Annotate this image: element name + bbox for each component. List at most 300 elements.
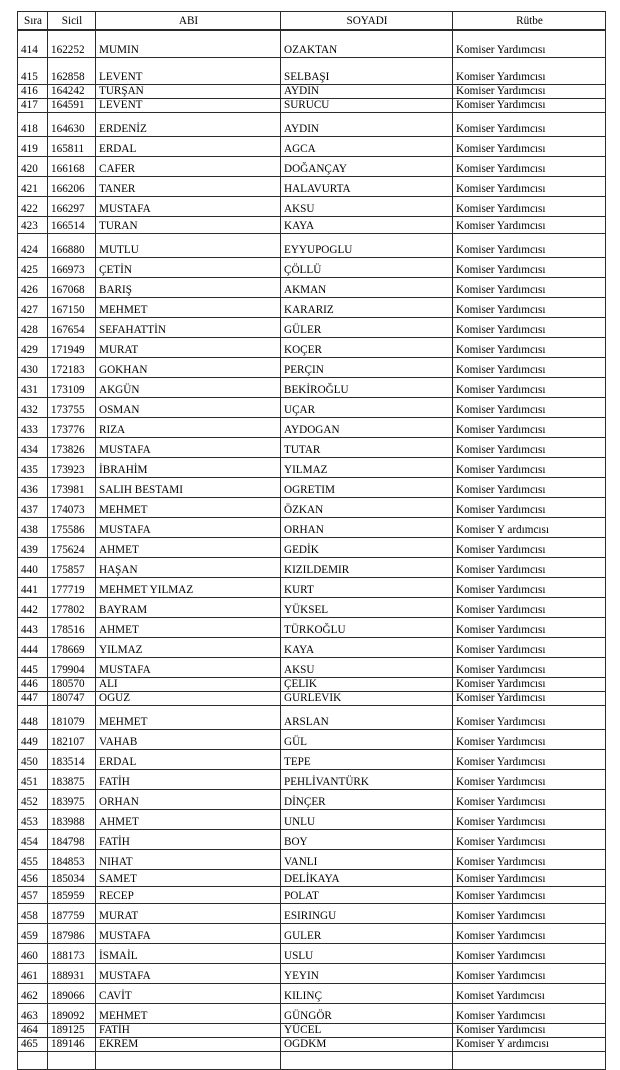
table-row [18, 964, 606, 984]
cell-rutbe: Komiser Yardımcısı [453, 85, 606, 99]
table-row [18, 944, 606, 964]
cell-adi: BARIŞ [96, 278, 281, 298]
cell-adi: MURAT [96, 338, 281, 358]
cell-soyadi: KURT [281, 578, 453, 598]
cell-soyadi: TÜRKOĞLU [281, 618, 453, 638]
cell-sira: 453 [18, 810, 48, 830]
cell-soyadi: ESIRINGU [281, 904, 453, 924]
table-row [18, 790, 606, 810]
table-row [18, 298, 606, 318]
cell-sira: 445 [18, 658, 48, 678]
cell-sicil: 167150 [48, 298, 96, 318]
cell-adi: OGUZ [96, 692, 281, 706]
table-row [18, 850, 606, 870]
cell-sicil: 164242 [48, 85, 96, 99]
cell-soyadi: KILINÇ [281, 984, 453, 1004]
cell-rutbe: Komiser Yardımcısı [453, 850, 606, 870]
cell-rutbe: Komiser Yardımcısı [453, 830, 606, 850]
cell-soyadi: GÜL [281, 730, 453, 750]
cell-sicil: 178516 [48, 618, 96, 638]
cell-sicil: 183988 [48, 810, 96, 830]
cell-sicil: 180747 [48, 692, 96, 706]
cell-adi: HAŞAN [96, 558, 281, 578]
cell-adi: MUSTAFA [96, 197, 281, 217]
cell-sicil: 181079 [48, 706, 96, 730]
cell-sira: 457 [18, 887, 48, 904]
table-row [18, 258, 606, 278]
cell-rutbe: Komiser Y ardımcısı [453, 1038, 606, 1052]
cell-sira: 452 [18, 790, 48, 810]
cell-sicil: 175586 [48, 518, 96, 538]
table-row [18, 498, 606, 518]
cell-adi: NIHAT [96, 850, 281, 870]
cell-sicil: 164591 [48, 99, 96, 113]
cell-sira: 442 [18, 598, 48, 618]
cell-adi: TURAN [96, 217, 281, 234]
cell-adi: FATİH [96, 770, 281, 790]
cell-sira: 436 [18, 478, 48, 498]
cell-sira: 440 [18, 558, 48, 578]
table-row [18, 658, 606, 678]
table-row [18, 137, 606, 157]
cell-adi: MUSTAFA [96, 438, 281, 458]
cell-adi: SAMET [96, 870, 281, 887]
cell-adi: CAFER [96, 157, 281, 177]
cell-adi: AHMET [96, 810, 281, 830]
cell-adi: SALIH BESTAMI [96, 478, 281, 498]
table-row [18, 278, 606, 298]
cell-adi: MUSTAFA [96, 658, 281, 678]
cell-sira: 441 [18, 578, 48, 598]
cell-sira: 424 [18, 234, 48, 258]
column-header-sicil: Sicil [48, 12, 96, 31]
cell-soyadi: AKSU [281, 658, 453, 678]
cell-sira: 461 [18, 964, 48, 984]
cell-rutbe: Komiset Yardımcısı [453, 984, 606, 1004]
cell-rutbe: Komiser Y ardımcısı [453, 518, 606, 538]
cell-adi: TURŞAN [96, 85, 281, 99]
cell-rutbe: Komiser Yardımcısı [453, 398, 606, 418]
cell-soyadi: DELİKAYA [281, 870, 453, 887]
cell-sicil: 187759 [48, 904, 96, 924]
cell-sira: 444 [18, 638, 48, 658]
cell-adi: CAVİT [96, 984, 281, 1004]
cell-sicil: 171949 [48, 338, 96, 358]
cell-sicil: 184798 [48, 830, 96, 850]
table-row [18, 318, 606, 338]
cell-rutbe: Komiser Yardımcısı [453, 234, 606, 258]
cell-soyadi: KARARIZ [281, 298, 453, 318]
cell-adi: AHMET [96, 618, 281, 638]
cell-adi: TANER [96, 177, 281, 197]
cell-sicil: 173923 [48, 458, 96, 478]
cell-rutbe: Komiser Yardımcısı [453, 478, 606, 498]
cell-rutbe: Komiser Yardımcısı [453, 378, 606, 398]
cell-soyadi: AYDIN [281, 113, 453, 137]
cell-sira: 419 [18, 137, 48, 157]
cell-sira: 451 [18, 770, 48, 790]
table-row [18, 358, 606, 378]
cell-rutbe: Komiser Yardımcısı [453, 137, 606, 157]
table-row [18, 810, 606, 830]
cell-adi: MEHMET [96, 298, 281, 318]
table-row [18, 750, 606, 770]
cell-adi: RECEP [96, 887, 281, 904]
table-row [18, 157, 606, 177]
table-row [18, 578, 606, 598]
cell-adi: İBRAHİM [96, 458, 281, 478]
cell-sicil: 174073 [48, 498, 96, 518]
cell-soyadi: AKMAN [281, 278, 453, 298]
cell-sira: 459 [18, 924, 48, 944]
cell-sira: 465 [18, 1038, 48, 1052]
cell-adi: YILMAZ [96, 638, 281, 658]
cell-sicil: 166880 [48, 234, 96, 258]
cell-rutbe: Komiser Yardımcısı [453, 1024, 606, 1038]
cell-soyadi: GURLEVIK [281, 692, 453, 706]
table-row [18, 984, 606, 1004]
cell-adi: BAYRAM [96, 598, 281, 618]
cell-rutbe: Komiser Yardımcısı [453, 887, 606, 904]
cell-sicil: 166514 [48, 217, 96, 234]
cell-rutbe: Komiser Yardımcısı [453, 750, 606, 770]
table-row [18, 398, 606, 418]
cell-sicil: 184853 [48, 850, 96, 870]
cell-soyadi: GULER [281, 924, 453, 944]
column-header-rutbe: Rütbe [453, 12, 606, 31]
cell-sira: 416 [18, 85, 48, 99]
cell-adi: FATİH [96, 830, 281, 850]
cell-soyadi: OGRETIM [281, 478, 453, 498]
table-row [18, 113, 606, 137]
cell-sicil: 173109 [48, 378, 96, 398]
cell-rutbe: Komiser Yardımcısı [453, 418, 606, 438]
cell-sicil: 182107 [48, 730, 96, 750]
cell-soyadi: AGCA [281, 137, 453, 157]
table-row [18, 458, 606, 478]
cell-sira: 429 [18, 338, 48, 358]
cell-sicil: 189066 [48, 984, 96, 1004]
cell-sira: 455 [18, 850, 48, 870]
table-row [18, 234, 606, 258]
table-row [18, 558, 606, 578]
cell-sicil: 164630 [48, 113, 96, 137]
cell-rutbe: Komiser Yardımcısı [453, 618, 606, 638]
cell-sira: 464 [18, 1024, 48, 1038]
cell-rutbe: Komiser Yardımcısı [453, 99, 606, 113]
cell-sicil: 178669 [48, 638, 96, 658]
cell-sicil: 173755 [48, 398, 96, 418]
cell-sicil: 172183 [48, 358, 96, 378]
table-row [18, 30, 606, 58]
cell-adi: ERDAL [96, 750, 281, 770]
cell-sicil: 189146 [48, 1038, 96, 1052]
cell-sira: 420 [18, 157, 48, 177]
table-row [18, 438, 606, 458]
table-row [18, 1004, 606, 1024]
table-row [18, 58, 606, 85]
cell-sira: 449 [18, 730, 48, 750]
table-row [18, 730, 606, 750]
cell-sicil: 183514 [48, 750, 96, 770]
cell-rutbe: Komiser Yardımcısı [453, 790, 606, 810]
cell-adi: MEHMET [96, 498, 281, 518]
table-header-row [18, 12, 606, 31]
cell-adi: AHMET [96, 538, 281, 558]
table-row [18, 904, 606, 924]
cell-sira: 422 [18, 197, 48, 217]
cell-sicil: 167068 [48, 278, 96, 298]
cell-sicil: 165811 [48, 137, 96, 157]
cell-adi: OSMAN [96, 398, 281, 418]
personnel-roster-table [17, 11, 606, 1070]
cell-adi: MUSTAFA [96, 964, 281, 984]
table-row [18, 770, 606, 790]
table-row [18, 177, 606, 197]
table-row [18, 338, 606, 358]
cell-sira: 415 [18, 58, 48, 85]
cell-sicil: 173981 [48, 478, 96, 498]
cell-sira: 421 [18, 177, 48, 197]
cell-rutbe: Komiser Yardımcısı [453, 706, 606, 730]
cell-adi: MEHMET YILMAZ [96, 578, 281, 598]
cell-sicil: 173776 [48, 418, 96, 438]
cell-sira: 462 [18, 984, 48, 1004]
cell-sira: 438 [18, 518, 48, 538]
cell-soyadi: YILMAZ [281, 458, 453, 478]
cell-sicil: 188931 [48, 964, 96, 984]
cell-rutbe: Komiser Yardımcısı [453, 870, 606, 887]
cell-soyadi [281, 1052, 453, 1070]
cell-sicil: 177719 [48, 578, 96, 598]
cell-adi: MUTLU [96, 234, 281, 258]
cell-sicil: 185959 [48, 887, 96, 904]
cell-soyadi: GÜLER [281, 318, 453, 338]
cell-soyadi: SELBAŞI [281, 58, 453, 85]
cell-rutbe: Komiser Yardımcısı [453, 30, 606, 58]
cell-adi: LEVENT [96, 99, 281, 113]
cell-rutbe: Komiser Yardımcısı [453, 498, 606, 518]
cell-sira: 434 [18, 438, 48, 458]
cell-adi: MEHMET [96, 706, 281, 730]
cell-soyadi: OGDKM [281, 1038, 453, 1052]
table-row [18, 678, 606, 692]
cell-sicil: 166206 [48, 177, 96, 197]
cell-rutbe: Komiser Yardımcısı [453, 438, 606, 458]
table-row [18, 887, 606, 904]
cell-sira: 426 [18, 278, 48, 298]
cell-rutbe: Komiser Yardımcısı [453, 944, 606, 964]
table-row [18, 85, 606, 99]
cell-sira: 430 [18, 358, 48, 378]
cell-rutbe [453, 1052, 606, 1070]
cell-soyadi: BEKİROĞLU [281, 378, 453, 398]
cell-rutbe: Komiser Yardımcısı [453, 810, 606, 830]
cell-rutbe: Komiser Yardımcısı [453, 318, 606, 338]
table-row [18, 378, 606, 398]
cell-rutbe: Komiser Yardımcısı [453, 538, 606, 558]
cell-sira: 443 [18, 618, 48, 638]
cell-sicil: 188173 [48, 944, 96, 964]
cell-rutbe: Komiser Yardımcısı [453, 58, 606, 85]
cell-soyadi: EYYUPOGLU [281, 234, 453, 258]
cell-sicil: 183875 [48, 770, 96, 790]
cell-rutbe: Komiser Yardımcısı [453, 338, 606, 358]
cell-adi: MUMIN [96, 30, 281, 58]
cell-sicil: 177802 [48, 598, 96, 618]
cell-adi: GOKHAN [96, 358, 281, 378]
cell-soyadi: UNLU [281, 810, 453, 830]
cell-rutbe: Komiser Yardımcısı [453, 904, 606, 924]
cell-adi: RIZA [96, 418, 281, 438]
column-header-soyadi: SOYADI [281, 12, 453, 31]
table-row [18, 99, 606, 113]
cell-rutbe: Komiser Yardımcısı [453, 678, 606, 692]
cell-adi: VAHAB [96, 730, 281, 750]
cell-soyadi: DİNÇER [281, 790, 453, 810]
cell-rutbe: Komiser Yardımcısı [453, 658, 606, 678]
cell-soyadi: YÜCEL [281, 1024, 453, 1038]
cell-rutbe: Komiser Yardımcısı [453, 770, 606, 790]
cell-adi [96, 1052, 281, 1070]
cell-adi: MUSTAFA [96, 924, 281, 944]
cell-rutbe: Komiser Yardımcısı [453, 638, 606, 658]
cell-soyadi: AYDOGAN [281, 418, 453, 438]
cell-sicil: 179904 [48, 658, 96, 678]
cell-sicil: 175624 [48, 538, 96, 558]
cell-sicil: 167654 [48, 318, 96, 338]
column-header-adi: ABI [96, 12, 281, 31]
table-row [18, 870, 606, 887]
cell-soyadi: TUTAR [281, 438, 453, 458]
cell-adi: MEHMET [96, 1004, 281, 1024]
cell-rutbe: Komiser Yardımcısı [453, 578, 606, 598]
table-row [18, 1052, 606, 1070]
cell-soyadi: ÖZKAN [281, 498, 453, 518]
table-row [18, 598, 606, 618]
cell-sira: 439 [18, 538, 48, 558]
table-row [18, 1038, 606, 1052]
cell-sira: 435 [18, 458, 48, 478]
table-row [18, 197, 606, 217]
cell-soyadi: PEHLİVANTÜRK [281, 770, 453, 790]
cell-sira [18, 1052, 48, 1070]
cell-sicil: 162858 [48, 58, 96, 85]
cell-sicil: 189092 [48, 1004, 96, 1024]
column-header-sira: Sıra [18, 12, 48, 31]
table-row [18, 538, 606, 558]
cell-adi: SEFAHATTİN [96, 318, 281, 338]
cell-soyadi: KOÇER [281, 338, 453, 358]
cell-sicil: 166168 [48, 157, 96, 177]
cell-sira: 456 [18, 870, 48, 887]
cell-rutbe: Komiser Yardımcısı [453, 964, 606, 984]
cell-rutbe: Komiser Yardımcısı [453, 730, 606, 750]
cell-adi: MURAT [96, 904, 281, 924]
cell-sira: 427 [18, 298, 48, 318]
cell-soyadi: GÜNGÖR [281, 1004, 453, 1024]
cell-sicil [48, 1052, 96, 1070]
table-row [18, 706, 606, 730]
cell-sira: 437 [18, 498, 48, 518]
table-row [18, 418, 606, 438]
table-body [18, 30, 606, 1070]
cell-soyadi: KAYA [281, 638, 453, 658]
table-row [18, 830, 606, 850]
cell-soyadi: BOY [281, 830, 453, 850]
cell-sicil: 175857 [48, 558, 96, 578]
cell-adi: ÇETİN [96, 258, 281, 278]
cell-sicil: 183975 [48, 790, 96, 810]
cell-sicil: 166973 [48, 258, 96, 278]
table-row [18, 692, 606, 706]
cell-rutbe: Komiser Yardımcısı [453, 113, 606, 137]
cell-sira: 447 [18, 692, 48, 706]
cell-adi: İSMAİL [96, 944, 281, 964]
table-row [18, 638, 606, 658]
cell-soyadi: GEDİK [281, 538, 453, 558]
cell-sira: 423 [18, 217, 48, 234]
table-row [18, 924, 606, 944]
table-row [18, 1024, 606, 1038]
cell-sira: 414 [18, 30, 48, 58]
cell-sicil: 166297 [48, 197, 96, 217]
cell-rutbe: Komiser Yardımcısı [453, 1004, 606, 1024]
cell-rutbe: Komiser Yardımcısı [453, 177, 606, 197]
cell-rutbe: Komiser Yardımcısı [453, 258, 606, 278]
cell-soyadi: TEPE [281, 750, 453, 770]
cell-sira: 460 [18, 944, 48, 964]
cell-adi: EKREM [96, 1038, 281, 1052]
cell-sira: 428 [18, 318, 48, 338]
cell-sira: 417 [18, 99, 48, 113]
cell-sira: 425 [18, 258, 48, 278]
cell-rutbe: Komiser Yardımcısı [453, 692, 606, 706]
table-row [18, 618, 606, 638]
cell-soyadi: ÇELIK [281, 678, 453, 692]
cell-adi: ORHAN [96, 790, 281, 810]
cell-rutbe: Komiser Yardımcısı [453, 298, 606, 318]
cell-sira: 432 [18, 398, 48, 418]
cell-sicil: 173826 [48, 438, 96, 458]
cell-rutbe: Komiser Yardımcısı [453, 278, 606, 298]
cell-soyadi: VANLI [281, 850, 453, 870]
cell-soyadi: SURUCU [281, 99, 453, 113]
cell-sira: 463 [18, 1004, 48, 1024]
cell-adi: LEVENT [96, 58, 281, 85]
cell-sicil: 187986 [48, 924, 96, 944]
cell-sira: 450 [18, 750, 48, 770]
cell-sira: 433 [18, 418, 48, 438]
cell-adi: MUSTAFA [96, 518, 281, 538]
table-row [18, 518, 606, 538]
cell-soyadi: AYDIN [281, 85, 453, 99]
cell-sira: 418 [18, 113, 48, 137]
cell-soyadi: ARSLAN [281, 706, 453, 730]
cell-adi: ERDAL [96, 137, 281, 157]
cell-adi: FATİH [96, 1024, 281, 1038]
cell-soyadi: UÇAR [281, 398, 453, 418]
cell-rutbe: Komiser Yardımcısı [453, 558, 606, 578]
cell-adi: ERDENİZ [96, 113, 281, 137]
cell-rutbe: Komiser Yardımcısı [453, 924, 606, 944]
cell-rutbe: Komiser Yardımcısı [453, 598, 606, 618]
cell-soyadi: KIZILDEMIR [281, 558, 453, 578]
cell-soyadi: YEYIN [281, 964, 453, 984]
table-row [18, 478, 606, 498]
cell-soyadi: POLAT [281, 887, 453, 904]
cell-soyadi: OZAKTAN [281, 30, 453, 58]
